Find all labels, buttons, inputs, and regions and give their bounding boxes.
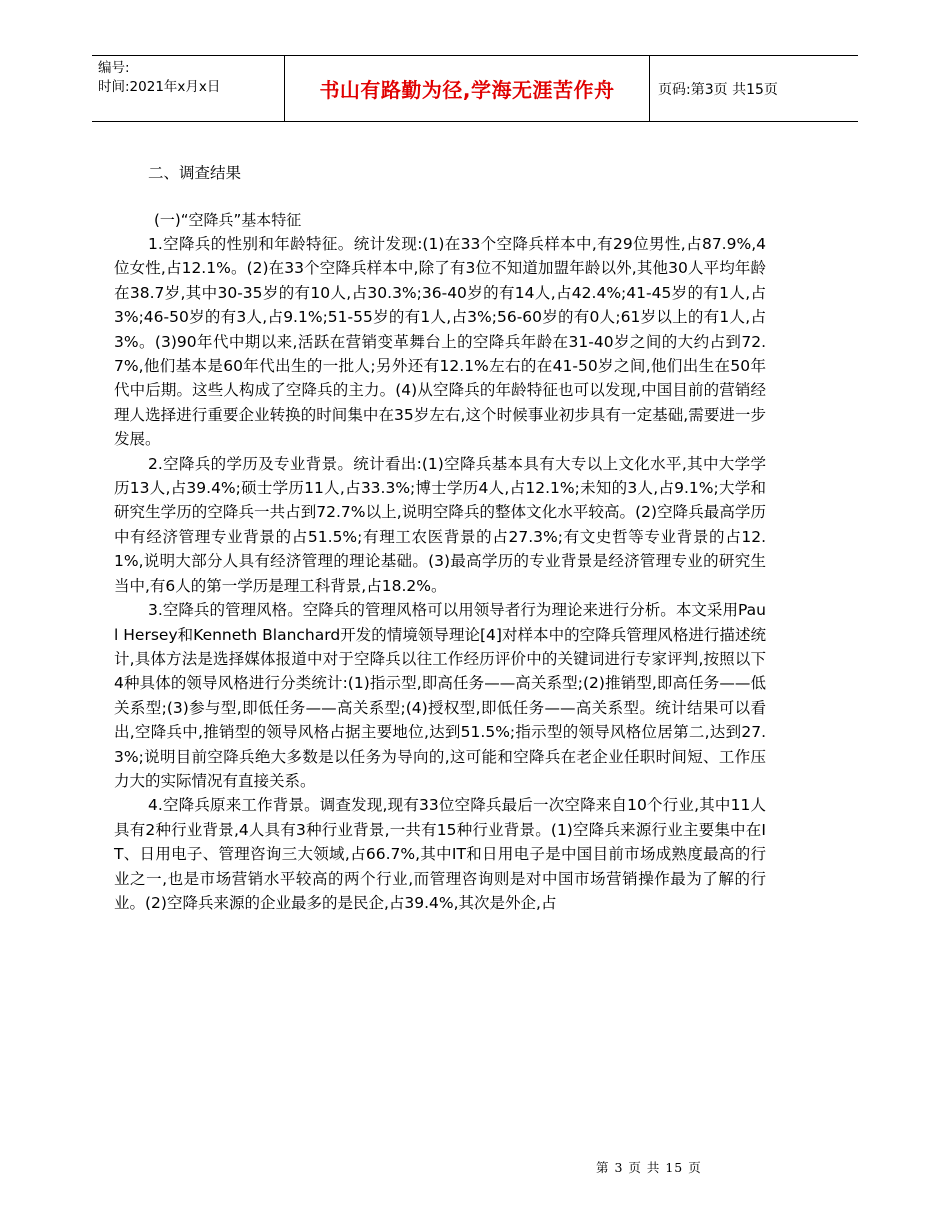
- header-page-label: 页码:第3页 共15页: [658, 81, 778, 98]
- paragraph-management-style: 3.空降兵的管理风格。空降兵的管理风格可以用领导者行为理论来进行分析。本文采用Paul Hersey和Kenneth Blanchard开发的情境领导理论[4]对样本中的空降兵管理风格进行描述统计,具体方法是选择媒体报道中对于空降兵以往工作经历评价中的关键词进行专家评判,按照以下4种具体的领导风格进行分类统计:(1)指示型,即高任务——高关系型;(2)推销型,即高任务——低关系型;(3)参与型,即低任务——高关系型;(4)授权型,即低任务——高关系型。统计结果可以看出,空降兵中,推销型的领导风格占据主要地位,达到51.5%;指示型的领导风格位居第二,达到27.3%;说明目前空降兵绝大多数是以任务为导向的,这可能和空降兵在老企业任职时间短、工作压力大的实际情况有直接关系。: [114, 601, 766, 790]
- page-header: [92, 55, 858, 122]
- header-motto: 书山有路勤为径,学海无涯苦作舟: [284, 56, 650, 121]
- document-number-label: 编号:: [98, 60, 130, 76]
- header-meta: [92, 56, 284, 121]
- paragraph-education: 2.空降兵的学历及专业背景。统计看出:(1)空降兵基本具有大专以上文化水平,其中大学学历13人,占39.4%;硕士学历11人,占33.3%;博士学历4人,占12.1%;未知的3人,占9.1%;大学和研究生学历的空降兵一共占到72.7%以上,说明空降兵的整体文化水平较高。(2)空降兵最高学历中有经济管理专业背景的占51.5%;有理工农医背景的占27.3%;有文史哲等专业背景的占12.1%,说明大部分人具有经济管理的理论基础。(3)最高学历的专业背景是经济管理专业的研究生当中,有6人的第一学历是理工科背景,占18.2%。: [114, 454, 766, 595]
- document-time-label: 时间:2021年x月x日: [98, 79, 221, 95]
- section-title: 二、调查结果: [148, 164, 242, 182]
- paragraph-gender-age: 1.空降兵的性别和年龄特征。统计发现:(1)在33个空降兵样本中,有29位男性,占87.9%,4位女性,占12.1%。(2)在33个空降兵样本中,除了有3位不知道加盟年龄以外,其他30人平均年龄在38.7岁,其中30-35岁的有10人,占30.3%;36-40岁的有14人,占42.4%;41-45岁的有1人,占3%;46-50岁的有3人,占9.1%;51-55岁的有1人,占3%;56-60岁的有0人;61岁以上的有1人,占3%。(3)90年代中期以来,活跃在营销变革舞台上的空降兵年龄在31-40岁之间的大约占到72.7%,他们基本是60年代出生的一批人;另外还有12.1%左右的在41-50岁之间,他们出生在50年代中后期。这些人构成了空降兵的主力。(4)从空降兵的年龄特征也可以发现,中国目前的营销经理人选择进行重要企业转换的时间集中在35岁左右,这个时候事业初步具有一定基础,需要进一步发展。: [114, 235, 766, 449]
- page-footer: 第 3 页 共 15 页: [596, 1160, 702, 1175]
- subsection-title: (一)“空降兵”基本特征: [154, 211, 302, 229]
- document-body: [114, 158, 766, 915]
- paragraph-work-background: 4.空降兵原来工作背景。调查发现,现有33位空降兵最后一次空降来自10个行业,其中11人具有2种行业背景,4人具有3种行业背景,一共有15种行业背景。(1)空降兵来源行业主要集中在IT、日用电子、管理咨询三大领域,占66.7%,其中IT和日用电子是中国目前市场成熟度最高的行业之一,也是市场营销水平较高的两个行业,而管理咨询则是对中国市场营销操作最为了解的行业。(2)空降兵来源的企业最多的是民企,占39.4%,其次是外企,占: [114, 796, 766, 912]
